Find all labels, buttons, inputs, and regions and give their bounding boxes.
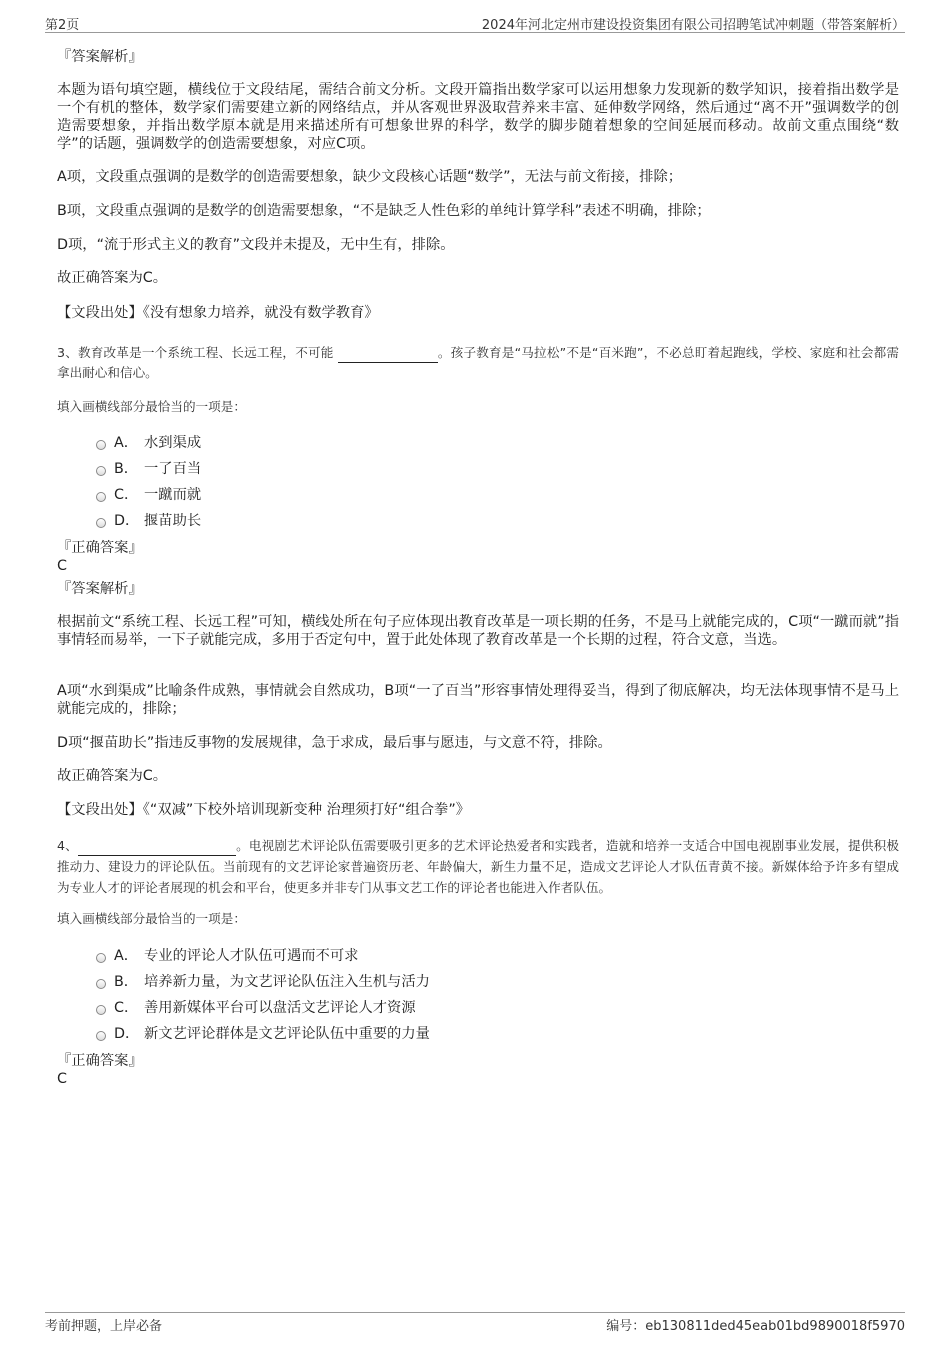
footer-slogan: 考前押题，上岸必备 (45, 1319, 163, 1334)
q3-stem (57, 343, 899, 383)
q3-option-d-analysis: D项“揠苗助长”指违反事物的发展规律，急于求成，最后事与愿违，与文意不符，排除。 (57, 735, 612, 751)
q2-analysis: 本题为语句填空题，横线位于文段结尾，需结合前文分析。文段开篇指出数学家可以运用想象力发现新的数学知识，接着指出数学是一个有机的整体，数学家们需要建立新的网络结点，并从客观世界汲取营养来丰富、延伸数学网络，然后通过“离不开”强调数学的创造需要想象，并指出数学原本就是用来描述所有可想象世界的科学，数学的脚步随着想象的空间延展而移动。故前文重点围绕“数学”的话题，强调数学的创造需要想象，对应C项。 (57, 82, 899, 152)
q3-option-a[interactable]: A． 水到渠成 (96, 432, 201, 452)
q2-analysis-label: 『答案解析』 (57, 49, 143, 65)
radio-icon[interactable] (96, 518, 106, 528)
radio-icon[interactable] (96, 466, 106, 476)
q2-conclusion: 故正确答案为C。 (57, 270, 168, 286)
q2-option-d-analysis: D项，“流于形式主义的教育”文段并未提及，无中生有，排除。 (57, 237, 455, 253)
q4-option-a[interactable]: A． 专业的评论人才队伍可遇而不可求 (96, 945, 358, 965)
q4-prompt: 填入画横线部分最恰当的一项是： (57, 911, 246, 926)
q3-option-b[interactable]: B． 一了百当 (96, 458, 201, 478)
q4-stem (57, 835, 899, 898)
q4-stem-text: 。电视剧艺术评论队伍需要吸引更多的艺术评论热爱者和实践者，造就和培养一支适合中国电视剧事业发展，提供积极推动力、建设力的评论队伍。当前现有的文艺评论家普遍资历老、年龄偏大，新生力量不足，造成文艺评论人才队伍青黄不接。新媒体给予许多有望成为专业人才的评论者展现的机会和平台，使更多并非专门从事文艺工作的评论者也能进入作者队伍。 (57, 838, 899, 895)
page-header (45, 14, 905, 33)
radio-icon[interactable] (96, 492, 106, 502)
q2-option-b-analysis: B项，文段重点强调的是数学的创造需要想象，“不是缺乏人性色彩的单纯计算学科”表述不明确，排除； (57, 203, 711, 219)
radio-icon[interactable] (96, 1005, 106, 1015)
q3-prompt: 填入画横线部分最恰当的一项是： (57, 399, 246, 414)
radio-icon[interactable] (96, 953, 106, 963)
q4-answer-label: 『正确答案』 (57, 1053, 143, 1069)
page-footer (45, 1312, 905, 1334)
q3-answer: C (57, 558, 67, 574)
document-id: 编号：eb130811ded45eab01bd9890018f5970 (606, 1319, 905, 1334)
q3-option-c[interactable]: C． 一蹴而就 (96, 484, 201, 504)
q4-number: 4、 (57, 838, 78, 853)
q3-option-ab-analysis: A项“水到渠成”比喻条件成熟，事情就会自然成功，B项“一了百当”形容事情处理得妥当，得到了彻底解决，均无法体现事情不是马上就能完成的，排除； (57, 683, 899, 717)
q3-conclusion: 故正确答案为C。 (57, 768, 168, 784)
q2-source: 【文段出处】《没有想象力培养，就没有数学教育》 (57, 305, 379, 321)
q3-source: 【文段出处】《“双减”下校外培训现新变种 治理须打好“组合拳”》 (57, 802, 471, 818)
document-title: 2024年河北定州市建设投资集团有限公司招聘笔试冲刺题（带答案解析） (481, 18, 905, 33)
q3-option-d[interactable]: D． 揠苗助长 (96, 510, 201, 530)
q4-option-c[interactable]: C． 善用新媒体平台可以盘活文艺评论人才资源 (96, 997, 416, 1017)
q3-analysis: 根据前文“系统工程、长远工程”可知，横线处所在句子应体现出教育改革是一项长期的任务，不是马上就能完成的，C项“一蹴而就”指事情轻而易举，一下子就能完成，多用于否定句中，置于此处体现了教育改革是一个长期的过程，符合文意，当选。 (57, 614, 899, 648)
radio-icon[interactable] (96, 440, 106, 450)
q4-answer: C (57, 1071, 67, 1087)
q4-blank (78, 842, 236, 856)
page-number: 第2页 (45, 18, 80, 33)
q3-analysis-label: 『答案解析』 (57, 581, 143, 597)
radio-icon[interactable] (96, 979, 106, 989)
q3-answer-label: 『正确答案』 (57, 540, 143, 556)
q4-option-d[interactable]: D． 新文艺评论群体是文艺评论队伍中重要的力量 (96, 1023, 430, 1043)
q2-option-a-analysis: A项，文段重点强调的是数学的创造需要想象，缺少文段核心话题“数学”，无法与前文衔接，排除； (57, 169, 683, 185)
q3-blank (338, 349, 438, 363)
q3-stem-after: 。孩子教育是“马拉松”不是“百米跑”，不必总盯着起跑线，学校、家庭和社会都需拿出耐心和信心。 (57, 345, 899, 380)
radio-icon[interactable] (96, 1031, 106, 1041)
q4-option-b[interactable]: B． 培养新力量，为文艺评论队伍注入生机与活力 (96, 971, 430, 991)
q3-stem-before: 3、教育改革是一个系统工程、长远工程，不可能 (57, 345, 334, 360)
